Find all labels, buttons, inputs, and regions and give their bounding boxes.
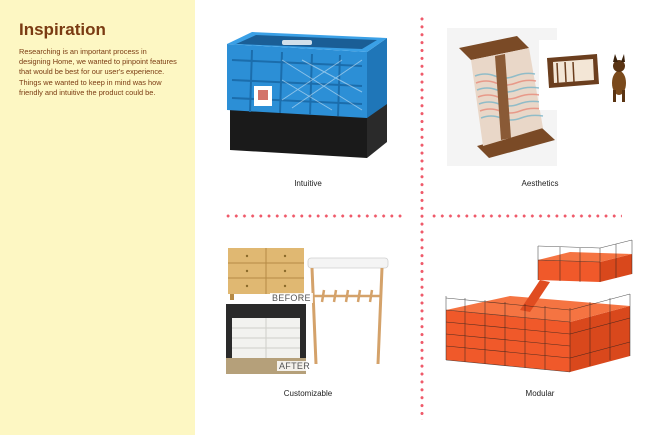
page-title: Inspiration [19, 20, 106, 39]
after-tag: AFTER [279, 361, 311, 371]
before-tag: BEFORE [272, 293, 311, 303]
orange-cage-image [440, 240, 640, 374]
horizontal-divider-left [224, 214, 404, 218]
dresser-before-after-image [224, 246, 394, 374]
blue-crate-image [222, 30, 392, 165]
panel-label-intuitive: Intuitive [294, 179, 322, 188]
horizontal-divider-right [430, 214, 622, 218]
panel-label-customizable: Customizable [283, 389, 333, 398]
vertical-divider [420, 15, 424, 420]
wooden-pet-bed-image [447, 28, 637, 166]
sidebar [0, 0, 195, 435]
panel-label-aesthetics: Aesthetics [521, 179, 559, 188]
intro-paragraph: Researching is an important process in designing Home, we wanted to pinpoint features that would be best for our user's experience. Things we wanted to keep in mind was how friendly and intuitive the product could be. [19, 47, 177, 97]
panel-label-modular: Modular [525, 389, 555, 398]
